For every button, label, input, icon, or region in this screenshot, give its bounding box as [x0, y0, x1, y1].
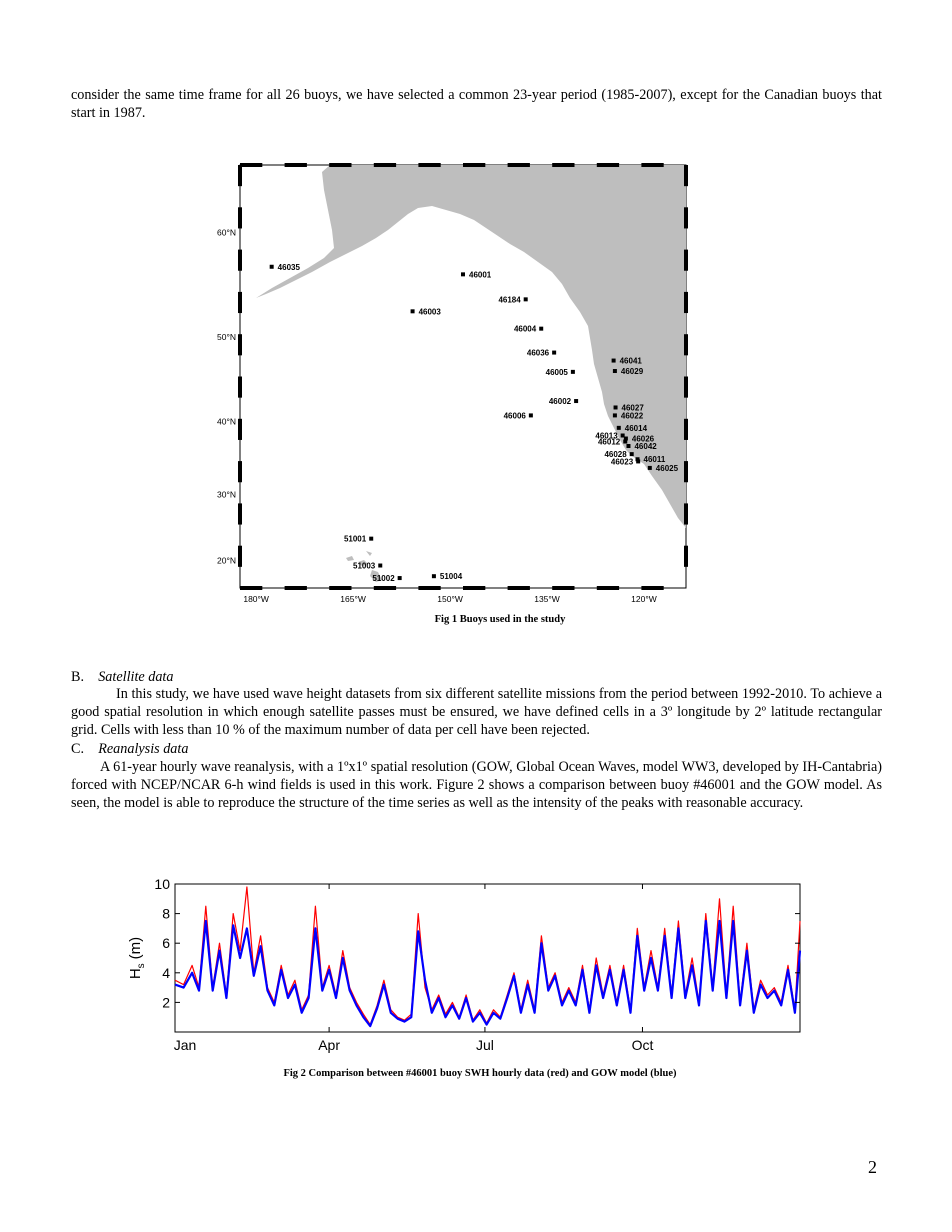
y-tick-label: 8	[162, 905, 170, 922]
map-tick-top	[552, 163, 574, 167]
map-tick-right	[684, 503, 688, 524]
section-b-text: In this study, we have used wave height datasets from six different satellite missions from the period between 1992-2010. To achieve a good spatial resolution in which enough satellite passes must be ensured, we have defined cells in a 3º longitude by 2º latitude rectangular grid. Cells with less than 10 % of the maximum number of data per cell have been rejected.	[71, 686, 882, 739]
map-tick-left	[238, 207, 242, 228]
section-b-title: Satellite data	[98, 669, 174, 685]
buoy-label-46004: 46004	[513, 324, 537, 334]
buoy-marker-51003	[378, 564, 382, 568]
map-tick-bottom	[552, 586, 574, 590]
buoy-label-46027: 46027	[621, 403, 644, 413]
buoy-label-46013: 46013	[595, 431, 618, 441]
buoy-label-51002: 51002	[372, 574, 395, 584]
buoy-label-51003: 51003	[353, 561, 376, 571]
lat-label: 30°N	[217, 489, 236, 500]
buoy-label-46041: 46041	[619, 356, 642, 366]
buoy-marker-46005	[571, 370, 575, 374]
buoy-marker-51002	[398, 576, 402, 580]
y-tick-label: 4	[162, 964, 170, 981]
y-axis-label	[127, 937, 147, 979]
section-b-letter: B.	[71, 669, 85, 685]
buoy-marker-46023	[636, 459, 640, 463]
map-tick-right	[684, 419, 688, 440]
map-tick-right	[684, 207, 688, 228]
buoy-marker-46028	[630, 452, 634, 456]
buoy-label-51001: 51001	[343, 534, 367, 544]
map-tick-top	[240, 163, 262, 167]
x-tick-label: Jul	[475, 1037, 494, 1053]
map-tick-left	[238, 292, 242, 313]
buoy-marker-46042	[626, 444, 630, 448]
buoy-marker-46001	[461, 272, 465, 276]
buoy-marker-46029	[613, 369, 617, 373]
map-tick-top	[597, 163, 619, 167]
lon-label: 180°W	[243, 594, 269, 604]
y-axis-label-sub: s	[136, 963, 147, 969]
map-tick-left	[238, 250, 242, 271]
buoy-marker-51001	[369, 537, 373, 541]
buoy-label-46006: 46006	[503, 411, 526, 421]
map-tick-left	[238, 419, 242, 440]
map-tick-bottom	[418, 586, 440, 590]
page-number: 2	[868, 1157, 877, 1177]
x-tick-label: Apr	[318, 1037, 341, 1053]
map-tick-bottom	[641, 586, 663, 590]
map-tick-right	[684, 334, 688, 355]
buoy-label-51004: 51004	[439, 572, 463, 582]
lon-label: 135°W	[534, 594, 560, 604]
buoy-label-46011: 46011	[643, 455, 666, 465]
buoy-label-46002: 46002	[548, 397, 572, 407]
buoy-marker-46004	[539, 327, 543, 331]
map-tick-top	[285, 163, 307, 167]
y-tick-label: 10	[154, 876, 170, 892]
buoy-label-46001: 46001	[469, 270, 492, 280]
buoy-label-46005: 46005	[545, 367, 568, 377]
section-b-heading	[71, 668, 173, 686]
x-tick-label: Oct	[631, 1037, 654, 1053]
buoy-label-46014: 46014	[624, 423, 648, 433]
buoy-marker-46006	[529, 413, 533, 417]
buoy-label-46022: 46022	[620, 411, 644, 421]
map-tick-right	[684, 292, 688, 313]
lat-label: 50°N	[217, 332, 236, 343]
map-tick-right	[684, 461, 688, 482]
map-tick-bottom	[329, 586, 351, 590]
map-tick-bottom	[597, 586, 619, 590]
y-axis-label-unit: (m)	[127, 936, 144, 960]
map-tick-left	[238, 546, 242, 567]
buoy-label-46023: 46023	[610, 457, 634, 467]
buoy-label-46042: 46042	[634, 442, 657, 452]
lon-label: 150°W	[437, 594, 463, 604]
lat-label: 20°N	[217, 555, 236, 566]
map-tick-bottom	[240, 586, 262, 590]
buoy-marker-46022	[613, 413, 617, 417]
hs-timeseries-chart	[120, 876, 810, 1056]
buoy-marker-46041	[612, 359, 616, 363]
map-tick-top	[374, 163, 396, 167]
intro-paragraph: consider the same time frame for all 26 buoys, we have selected a common 23-year period (1985-2007), except for the Canadian buoys that start in 1987.	[71, 87, 882, 122]
y-tick-label: 6	[162, 935, 170, 952]
buoy-label-46003: 46003	[418, 307, 441, 317]
section-c-text: A 61-year hourly wave reanalysis, with a 1ºx1º spatial resolution (GOW, Global Ocean Waves, model WW3, developed by IH-Cantabria) forced with NCEP/NCAR 6-h wind fields is used in this work. Figure 2 shows a comparison between buoy #46001 and the GOW model. As seen, the model is able to reproduce the structure of the time series as well as the intensity of the peaks with reasonable accuracy.	[71, 759, 882, 812]
map-tick-left	[238, 334, 242, 355]
buoy-marker-46025	[648, 466, 652, 470]
figure1-caption: Fig 1 Buoys used in the study	[434, 614, 566, 625]
map-tick-right	[684, 377, 688, 398]
buoy-marker-46027	[614, 405, 618, 409]
buoy-marker-46184	[524, 297, 528, 301]
map-tick-bottom	[508, 586, 530, 590]
buoy-marker-51004	[432, 574, 436, 578]
map-tick-right	[684, 250, 688, 271]
buoy-label-46184: 46184	[498, 295, 521, 305]
map-tick-bottom	[285, 586, 307, 590]
chart-plot-area	[175, 884, 800, 1032]
map-tick-top	[463, 163, 485, 167]
lon-label: 165°W	[340, 594, 366, 604]
figure2-caption: Fig 2 Comparison between #46001 buoy SWH hourly data (red) and GOW model (blue)	[283, 1068, 677, 1079]
buoy-map	[212, 160, 692, 610]
lat-label: 60°N	[217, 227, 236, 238]
buoy-marker-46002	[574, 399, 578, 403]
section-c-heading	[71, 740, 188, 758]
buoy-label-46035: 46035	[277, 262, 300, 272]
buoy-label-46026: 46026	[631, 434, 655, 444]
map-tick-top	[641, 163, 663, 167]
y-axis-label-main: H	[127, 968, 144, 980]
map-tick-right	[684, 165, 688, 186]
map-tick-bottom	[463, 586, 485, 590]
buoy-label-46029: 46029	[620, 367, 644, 377]
buoy-label-46012: 46012	[597, 437, 621, 447]
lat-label: 40°N	[217, 416, 236, 427]
buoy-marker-46035	[270, 265, 274, 269]
lon-label: 120°W	[631, 594, 657, 604]
buoy-marker-46036	[552, 351, 556, 355]
y-tick-label: 2	[162, 994, 170, 1011]
buoy-marker-46003	[411, 309, 415, 313]
map-tick-left	[238, 503, 242, 524]
section-c-letter: C.	[71, 741, 85, 757]
map-tick-right	[684, 546, 688, 567]
map-tick-left	[238, 165, 242, 186]
buoy-label-46036: 46036	[526, 348, 550, 358]
section-c-title: Reanalysis data	[98, 741, 189, 757]
x-tick-label: Jan	[173, 1037, 197, 1053]
map-tick-top	[418, 163, 440, 167]
buoy-label-46025: 46025	[655, 463, 679, 473]
map-tick-left	[238, 461, 242, 482]
map-tick-bottom	[374, 586, 396, 590]
buoy-marker-46014	[617, 426, 621, 430]
map-tick-top	[508, 163, 530, 167]
map-tick-top	[329, 163, 351, 167]
buoy-label-46028: 46028	[604, 450, 627, 460]
map-tick-left	[238, 377, 242, 398]
buoy-marker-46012	[623, 440, 627, 444]
